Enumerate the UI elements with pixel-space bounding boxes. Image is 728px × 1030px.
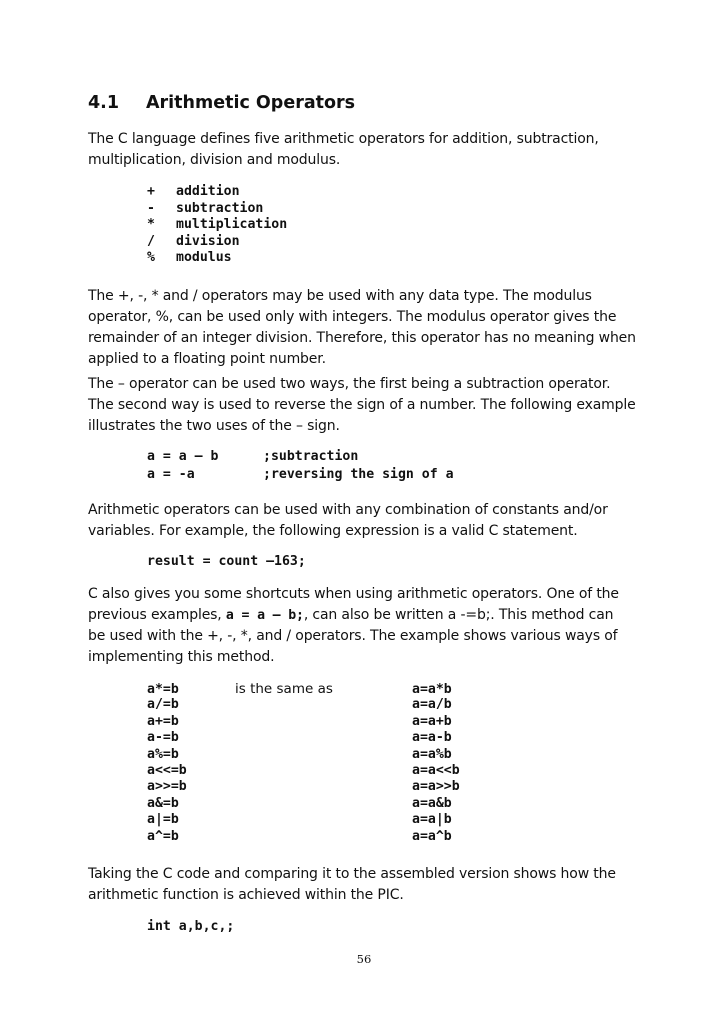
expanded-expression: a=a%b [412, 746, 452, 762]
text-fragment: , can also be written a -=b;. This method can [303, 607, 614, 623]
operator-name: addition [176, 184, 240, 199]
operator-symbol: + [147, 184, 155, 199]
text-line: C also gives you some shortcuts when using arithmetic operators. One of the [88, 586, 619, 602]
list-item [147, 250, 287, 267]
result-code-line: result = count –163; [147, 554, 306, 569]
text-line: Taking the C code and comparing it to the assembled version shows how the [88, 866, 616, 882]
shorthand-expression: a|=b [147, 812, 179, 828]
table-row [147, 763, 460, 779]
combination-paragraph [88, 500, 668, 542]
table-row [147, 730, 460, 746]
expanded-expression: a=a<<b [412, 762, 460, 778]
equivalence-table [147, 681, 460, 845]
expanded-expression: a=a-b [412, 730, 452, 746]
table-row [147, 747, 460, 763]
intro-paragraph [88, 129, 668, 171]
table-row [147, 779, 460, 795]
inline-code: a = a – b; [225, 608, 304, 623]
operator-symbol: / [147, 233, 155, 249]
shorthand-expression: a-=b [147, 730, 179, 746]
table-row [147, 697, 460, 713]
code-line [147, 466, 454, 484]
shorthand-expression: a/=b [147, 697, 179, 713]
operator-symbol: % [147, 250, 155, 266]
text-line: The C language defines five arithmetic operators for addition, subtraction, [88, 131, 599, 147]
section-title: Arithmetic Operators [146, 93, 356, 113]
expanded-expression: a=a&b [412, 795, 452, 811]
code-line [147, 448, 454, 466]
operator-list [147, 184, 287, 267]
list-item [147, 201, 287, 218]
text-line: be used with the +, -, *, and / operators. The example shows various ways of [88, 628, 618, 644]
shorthand-expression: a>>=b [147, 779, 187, 795]
text-line: variables. For example, the following expression is a valid C statement. [88, 523, 578, 539]
shorthand-expression: a<<=b [147, 762, 187, 778]
table-row [147, 796, 460, 812]
equivalence-label: is the same as [235, 681, 333, 697]
expanded-expression: a=a+b [412, 713, 452, 729]
shorthand-expression: a&=b [147, 795, 179, 811]
text-fragment: previous examples, [88, 607, 226, 623]
shorthand-expression: a+=b [147, 713, 179, 729]
text-line: operator, %, can be used only with integers. The modulus operator gives the [88, 309, 617, 325]
expanded-expression: a=a>>b [412, 779, 460, 795]
text-line: The second way is used to reverse the sign of a number. The following example [88, 397, 636, 413]
code-statement: a = a – b [147, 449, 219, 464]
text-line: The +, -, * and / operators may be used with any data type. The modulus [88, 288, 592, 304]
text-line: applied to a floating point number. [88, 351, 326, 367]
list-item [147, 184, 287, 201]
text-line: The – operator can be used two ways, the first being a subtraction operator. [88, 376, 611, 392]
operator-symbol: - [147, 200, 155, 216]
section-number: 4.1 [88, 93, 120, 113]
operator-name: division [176, 233, 240, 249]
text-line [88, 605, 668, 626]
table-row [147, 714, 460, 730]
operator-name: multiplication [176, 217, 288, 233]
text-line: arithmetic function is achieved within the PIC. [88, 887, 404, 903]
operator-name: subtraction [176, 200, 264, 216]
text-line: illustrates the two uses of the – sign. [88, 418, 340, 434]
shorthand-expression: a%=b [147, 746, 179, 762]
data-type-paragraph [88, 286, 668, 370]
expanded-expression: a=a^b [412, 828, 452, 844]
shorthand-expression: a*=b [147, 682, 179, 697]
section-heading [88, 90, 355, 116]
text-line: multiplication, division and modulus. [88, 152, 341, 168]
list-item [147, 217, 287, 234]
expanded-expression: a=a*b [412, 682, 452, 697]
pic-paragraph [88, 864, 668, 906]
shortcuts-paragraph [88, 584, 668, 668]
minus-code-block [147, 448, 454, 484]
text-line: remainder of an integer division. Therefore, this operator has no meaning when [88, 330, 636, 346]
code-statement: a = -a [147, 467, 195, 482]
table-row [147, 681, 460, 697]
code-comment: ;subtraction [263, 449, 359, 464]
operator-symbol: * [147, 217, 155, 233]
table-row [147, 829, 460, 845]
shorthand-expression: a^=b [147, 828, 179, 844]
list-item [147, 234, 287, 251]
int-declaration-code: int a,b,c,; [147, 919, 235, 934]
expanded-expression: a=a/b [412, 697, 452, 713]
table-row [147, 812, 460, 828]
minus-operator-paragraph [88, 374, 668, 437]
code-comment: ;reversing the sign of a [263, 467, 454, 482]
text-line: Arithmetic operators can be used with any combination of constants and/or [88, 502, 608, 518]
operator-name: modulus [176, 250, 232, 266]
expanded-expression: a=a|b [412, 812, 452, 828]
text-line: implementing this method. [88, 649, 275, 665]
page-number: 56 [356, 952, 372, 966]
